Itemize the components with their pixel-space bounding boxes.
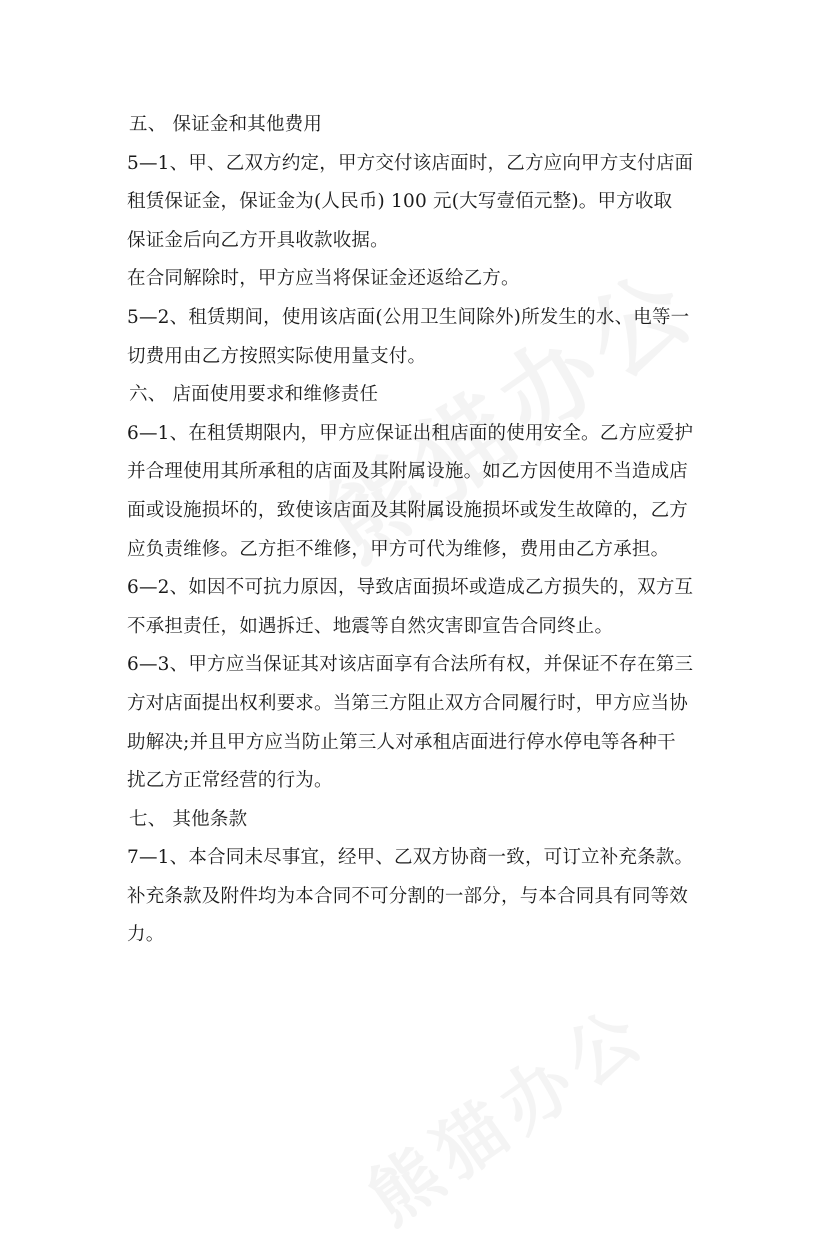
clause-5-1-line-3: 保证金后向乙方开具收款收据。 [127, 229, 389, 251]
clause-5-2-line-1: 5—2、租赁期间，使用该店面(公用卫生间除外)所发生的水、电等一 [127, 306, 690, 328]
clause-5-1-line-2: 租赁保证金，保证金为(人民币) 100 元(大写壹佰元整)。甲方收取 [127, 191, 673, 213]
clause-6-2-line-2: 不承担责任，如遇拆迁、地震等自然灾害即宣告合同终止。 [127, 615, 614, 637]
clause-7-1-line-1: 7—1、本合同未尽事宜，经甲、乙双方协商一致，可订立补充条款。 [127, 847, 694, 869]
section-heading-deposit: 五、 保证金和其他费用 [129, 114, 323, 135]
clause-7-1-line-2: 补充条款及附件均为本合同不可分割的一部分，与本合同具有同等效 [127, 885, 689, 907]
clause-5-1-line-1: 5—1、甲、乙双方约定，甲方交付该店面时，乙方应向甲方支付店面 [127, 152, 694, 174]
clause-6-1-line-1: 6—1、在租赁期限内，甲方应保证出租店面的使用安全。乙方应爱护 [127, 422, 694, 444]
clause-6-1-line-2: 并合理使用其所承租的店面及其附属设施。如乙方因使用不当造成店 [127, 461, 689, 483]
clause-6-3-line-3: 助解决;并且甲方应当防止第三人对承租店面进行停水停电等各种干 [127, 731, 676, 753]
section-heading-usage-maintenance: 六、 店面使用要求和维修责任 [129, 384, 379, 406]
section-heading-other-terms: 七、 其他条款 [129, 808, 248, 830]
clause-6-2-line-1: 6—2、如因不可抗力原因，导致店面损坏或造成乙方损失的，双方互 [127, 577, 694, 599]
clause-6-3-line-1: 6—3、甲方应当保证其对该店面享有合法所有权，并保证不存在第三 [127, 654, 694, 676]
watermark-bottom [345, 977, 665, 1243]
clause-6-3-line-4: 扰乙方正常经营的行为。 [127, 770, 333, 792]
clause-5-2-line-2: 切费用由乙方按照实际使用量支付。 [127, 345, 427, 367]
deposit-return-line: 在合同解除时，甲方应当将保证金还返给乙方。 [127, 268, 520, 290]
contract-text [127, 106, 721, 955]
clause-6-1-line-4: 应负责维修。乙方拒不维修，甲方可代为维修，费用由乙方承担。 [127, 538, 670, 560]
clause-6-1-line-3: 面或设施损坏的，致使该店面及其附属设施损坏或发生故障的，乙方 [127, 499, 689, 521]
clause-7-1-line-3: 力。 [127, 924, 165, 946]
clause-6-3-line-2: 方对店面提出权利要求。当第三方阻止双方合同履行时，甲方应当协 [127, 692, 689, 714]
